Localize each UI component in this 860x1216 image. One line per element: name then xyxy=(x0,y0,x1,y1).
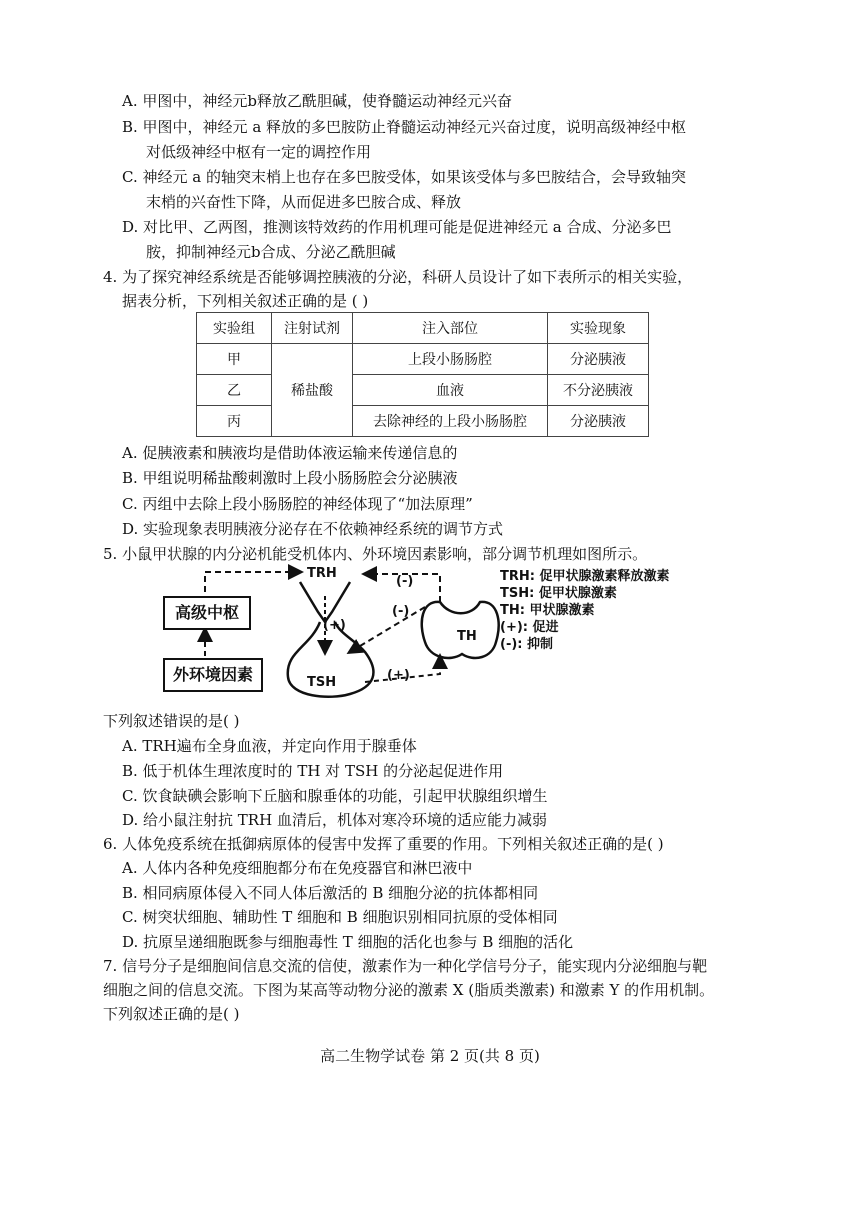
legend-item: TSH: 促甲状腺激素 xyxy=(500,586,617,601)
table-cell: 上段小肠肠腔 xyxy=(353,344,548,375)
q6-option-a: A. 人体内各种免疫细胞都分布在免疫器官和淋巴液中 xyxy=(122,859,473,877)
trh-label: TRH xyxy=(307,566,337,581)
external-factor-box: 外环境因素 xyxy=(163,658,263,692)
minus-label: (-) xyxy=(392,604,410,619)
q3-option-c-cont: 末梢的兴奋性下降，从而促进多巴胺合成、释放 xyxy=(146,193,462,211)
q4-stem-cont: 据表分析，下列相关叙述正确的是 ( ) xyxy=(122,292,369,310)
th-label: TH xyxy=(457,629,477,644)
table-header: 实验现象 xyxy=(548,313,649,344)
table-header: 注射试剂 xyxy=(272,313,353,344)
q5-option-d: D. 给小鼠注射抗 TRH 血清后，机体对寒冷环境的适应能力减弱 xyxy=(122,811,547,829)
table-cell-reagent: 稀盐酸 xyxy=(272,344,353,437)
q4-stem: 4. 为了探究神经系统是否能够调控胰液的分泌，科研人员设计了如下表所示的相关实验， xyxy=(103,268,693,286)
legend-item: TRH: 促甲状腺激素释放激素 xyxy=(500,569,670,584)
table-cell: 不分泌胰液 xyxy=(548,375,649,406)
q7-stem-cont: 下列叙述正确的是( ) xyxy=(103,1005,240,1023)
q4-option-c: C. 丙组中去除上段小肠肠腔的神经体现了“加法原理” xyxy=(122,495,473,513)
minus-label: (-) xyxy=(396,574,414,589)
table-cell: 去除神经的上段小肠肠腔 xyxy=(353,406,548,437)
q4-option-b: B. 甲组说明稀盐酸刺激时上段小肠肠腔会分泌胰液 xyxy=(122,469,458,487)
table-cell: 乙 xyxy=(197,375,272,406)
experiment-table xyxy=(196,312,649,437)
tsh-label: TSH xyxy=(307,675,337,690)
th-to-pituitary-arrow xyxy=(350,607,425,652)
q5-stem2: 下列叙述错误的是( ) xyxy=(103,712,240,730)
legend-item: (+): 促进 xyxy=(500,620,559,635)
table-header: 注入部位 xyxy=(353,313,548,344)
table-row xyxy=(197,406,649,437)
table-header: 实验组 xyxy=(197,313,272,344)
higher-center-box: 高级中枢 xyxy=(163,596,251,630)
table-cell: 丙 xyxy=(197,406,272,437)
plus-label: (+) xyxy=(387,668,410,683)
q7-stem-cont: 细胞之间的信息交流。下图为某高等动物分泌的激素 X (脂质类激素) 和激素 Y 的作用机制。 xyxy=(103,981,715,999)
center-to-trh-arrow xyxy=(205,572,300,592)
legend-item: TH: 甲状腺激素 xyxy=(500,603,595,618)
q6-stem: 6. 人体免疫系统在抵御病原体的侵害中发挥了重要的作用。下列相关叙述正确的是( ) xyxy=(103,835,664,853)
hypothalamus-outline xyxy=(300,582,350,622)
q5-option-b: B. 低于机体生理浓度时的 TH 对 TSH 的分泌起促进作用 xyxy=(122,762,504,780)
table-row xyxy=(197,375,649,406)
q4-option-a: A. 促胰液素和胰液均是借助体液运输来传递信息的 xyxy=(122,444,458,462)
table-cell: 血液 xyxy=(353,375,548,406)
q3-option-d: D. 对比甲、乙两图，推测该特效药的作用机理可能是促进神经元 a 合成、分泌多巴 xyxy=(122,218,672,236)
q5-option-a: A. TRH遍布全身血液，并定向作用于腺垂体 xyxy=(122,737,417,755)
q4-option-d: D. 实验现象表明胰液分泌存在不依赖神经系统的调节方式 xyxy=(122,520,504,538)
table-cell: 甲 xyxy=(197,344,272,375)
legend-item: (-): 抑制 xyxy=(500,637,554,652)
q3-option-a: A. 甲图中，神经元b释放乙酰胆碱，使脊髓运动神经元兴奋 xyxy=(122,92,512,110)
q5-option-c: C. 饮食缺碘会影响下丘脑和腺垂体的功能，引起甲状腺组织增生 xyxy=(122,787,548,805)
q3-option-c: C. 神经元 a 的轴突末梢上也存在多巴胺受体，如果该受体与多巴胺结合，会导致轴突 xyxy=(122,168,686,186)
q5-stem: 5. 小鼠甲状腺的内分泌机能受机体内、外环境因素影响，部分调节机理如图所示。 xyxy=(103,545,648,563)
q6-option-d: D. 抗原呈递细胞既参与细胞毒性 T 细胞的活化也参与 B 细胞的活化 xyxy=(122,933,574,951)
q6-option-c: C. 树突状细胞、辅助性 T 细胞和 B 细胞识别相同抗原的受体相同 xyxy=(122,908,558,926)
page-footer: 高二生物学试卷 第 2 页(共 8 页) xyxy=(320,1047,540,1065)
q3-option-b-cont: 对低级神经中枢有一定的调控作用 xyxy=(146,143,372,161)
table-row xyxy=(197,344,649,375)
table-header-row xyxy=(197,313,649,344)
q3-option-b: B. 甲图中，神经元 a 释放的多巴胺防止脊髓运动神经元兴奋过度，说明高级神经中枢 xyxy=(122,118,687,136)
plus-label: (+) xyxy=(323,618,346,633)
q6-option-b: B. 相同病原体侵入不同人体后激活的 B 细胞分泌的抗体都相同 xyxy=(122,884,539,902)
q7-stem: 7. 信号分子是细胞间信息交流的信使，激素作为一种化学信号分子，能实现内分泌细胞与靶 xyxy=(103,957,708,975)
q3-option-d-cont: 胺，抑制神经元b合成、分泌乙酰胆碱 xyxy=(146,243,396,261)
table-cell: 分泌胰液 xyxy=(548,344,649,375)
table-cell: 分泌胰液 xyxy=(548,406,649,437)
